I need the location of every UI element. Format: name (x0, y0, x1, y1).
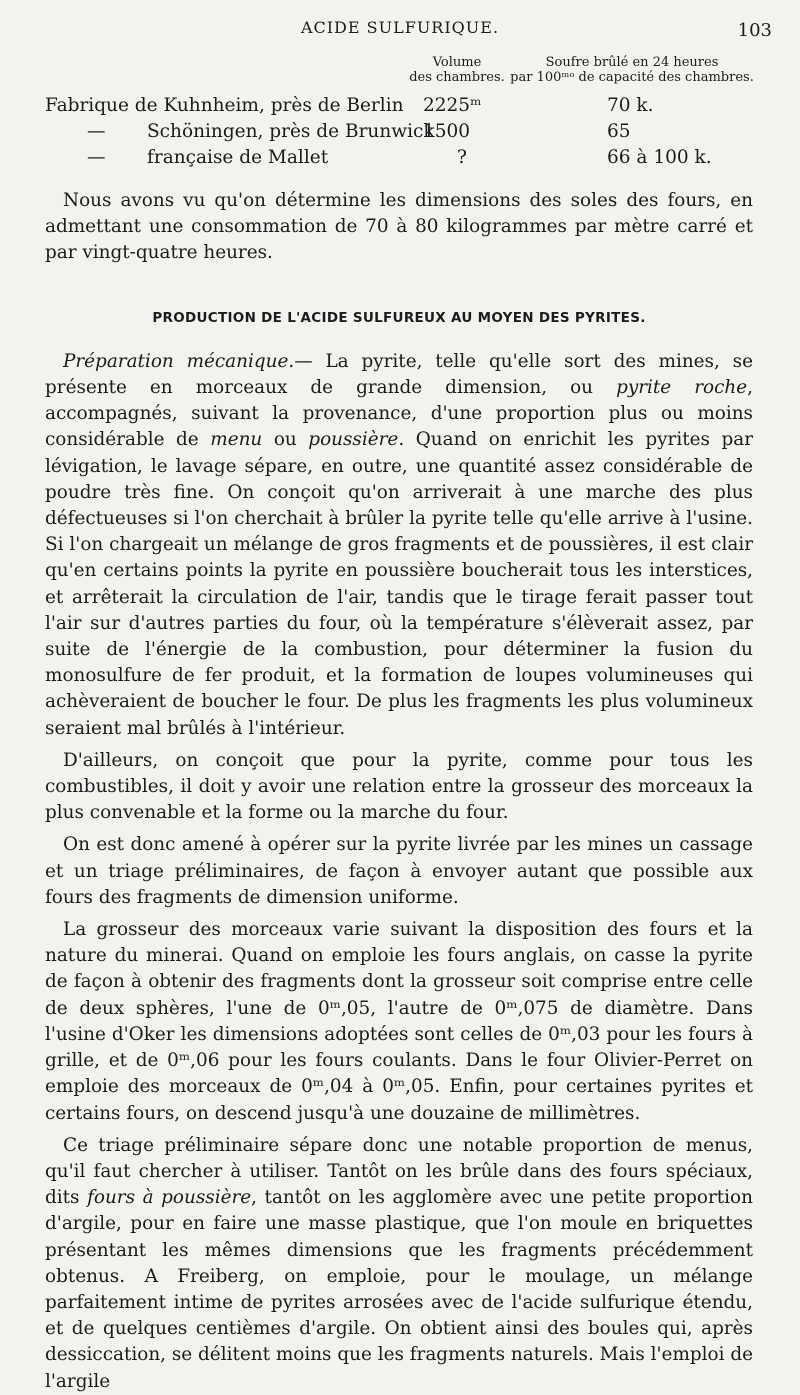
ditto-dash: — (87, 147, 106, 168)
paragraph-lead: Préparation mécanique. (63, 350, 295, 372)
running-title: ACIDE SULFURIQUE. (300, 18, 500, 37)
body-text (45, 188, 753, 1395)
paragraph-preparation: Préparation mécanique.— La pyrite, telle qu'elle sort des mines, se présente en morceaux de grande dimension, ou pyrite roche, accompagnés, suivant la provenance, d'une proportion plus ou moins considérable de menu ou poussière. Quand on enrichit les pyrites par lévigation, le lavage sépare, en outre, une quantité assez considérable de poudre très fine. On conçoit qu'on arriverait à une marche des plus défectueuses si l'on cherchait à brûler la pyrite telle qu'elle arrive à l'usine. Si l'on chargeait un mélange de gros fragments et de poussières, il est clair qu'en certains points la pyrite en poussière boucherait tous les interstices, et arrêterait la circulation de l'air, tandis que le tirage ferait passer tout l'air sur d'autres parties du four, où la température s'élèverait assez, par suite de l'énergie de la combustion, pour déterminer la fusion du monosulfure de fer produit, et la formation de loupes volumineuses qui achèveraient de boucher le four. De plus les fragments les plus volumineux seraient mal brûlés à l'intérieur. (45, 350, 753, 739)
ditto-dash: — (87, 121, 106, 142)
column-header-soufre (507, 55, 757, 85)
sulfur-burned: 70 k. (607, 95, 654, 116)
paragraph-relation: D'ailleurs, on conçoit que pour la pyrite, comme pour tous les combustibles, il doit y avoir une relation entre la grosseur des morceaux la plus convenable et la forme ou la marche du four. (45, 749, 753, 824)
paragraph-grosseur: La grosseur des morceaux varie suivant la disposition des fours et la nature du minerai. Quand on emploie les fours anglais, on casse la pyrite de façon à obtenir des fragments dont la grosseur soit comprise entre celle de deux sphères, l'une de 0ᵐ,05, l'autre de 0ᵐ,075 de diamètre. Dans l'usine d'Oker les dimensions adoptées sont celles de 0ᵐ,03 pour les fours à grille, et de 0ᵐ,06 pour les fours coulants. Dans le four Olivier-Perret on emploie des morceaux de 0ᵐ,04 à 0ᵐ,05. Enfin, pour certaines pyrites et certains fours, on descend jusqu'à une douzaine de millimètres. (45, 919, 753, 1124)
column-header-soufre-line1: Soufre brûlé en 24 heures (545, 55, 719, 70)
paragraph-triage: On est donc amené à opérer sur la pyrite livrée par les mines un cassage et un triage préliminaires, de façon à envoyer autant que possible aux fours des fragments de dimension uniforme. (45, 834, 753, 908)
page-number: 103 (737, 20, 772, 41)
sulfur-burned: 66 à 100 k. (607, 147, 712, 168)
table-row (45, 145, 765, 171)
paragraph-intro: Nous avons vu qu'on détermine les dimensions des soles des fours, en admettant une consommation de 70 à 80 kilogrammes par mètre carré et par vingt-quatre heures. (45, 190, 753, 264)
running-head (0, 14, 800, 44)
table-row (45, 119, 765, 145)
section-heading: PRODUCTION DE L'ACIDE SULFUREUX AU MOYEN DES PYRITES. (152, 309, 646, 326)
column-header-volume-line2: des chambres. (409, 70, 505, 85)
table-row (45, 93, 765, 119)
column-header-soufre-line2: par 100ᵐᵒ de capacité des chambres. (510, 70, 754, 85)
factory-name: Schöningen, près de Brunwick (147, 121, 435, 142)
column-header-volume (397, 55, 517, 85)
factory-name: française de Mallet (147, 147, 329, 168)
sulfur-burned: 65 (607, 121, 631, 142)
column-header-volume-line1: Volume (432, 55, 482, 70)
chamber-volume: 1500 (423, 121, 471, 142)
chamber-volume: 2225ᵐ (423, 95, 482, 116)
factory-name: Fabrique de Kuhnheim, près de Berlin (45, 95, 404, 116)
paragraph-menus: Ce triage préliminaire sépare donc une notable proportion de menus, qu'il faut chercher à utiliser. Tantôt on les brûle dans des fours spéciaux, dits fours à poussière, tantôt on les agglomère avec une petite proportion d'argile, pour en faire une masse plastique, que l'on moule en briquettes présentant les mêmes dimensions que les fragments précédemment obtenus. A Freiberg, on emploie, pour le moulage, un mélange parfaitement intime de pyrites arrosées avec de l'acide sulfurique étendu, et de quelques centièmes d'argile. On obtient ainsi des boules qui, après dessiccation, se délitent moins que les fragments naturels. Mais l'emploi de l'argile (45, 1134, 753, 1392)
chamber-volume: ? (457, 147, 467, 168)
